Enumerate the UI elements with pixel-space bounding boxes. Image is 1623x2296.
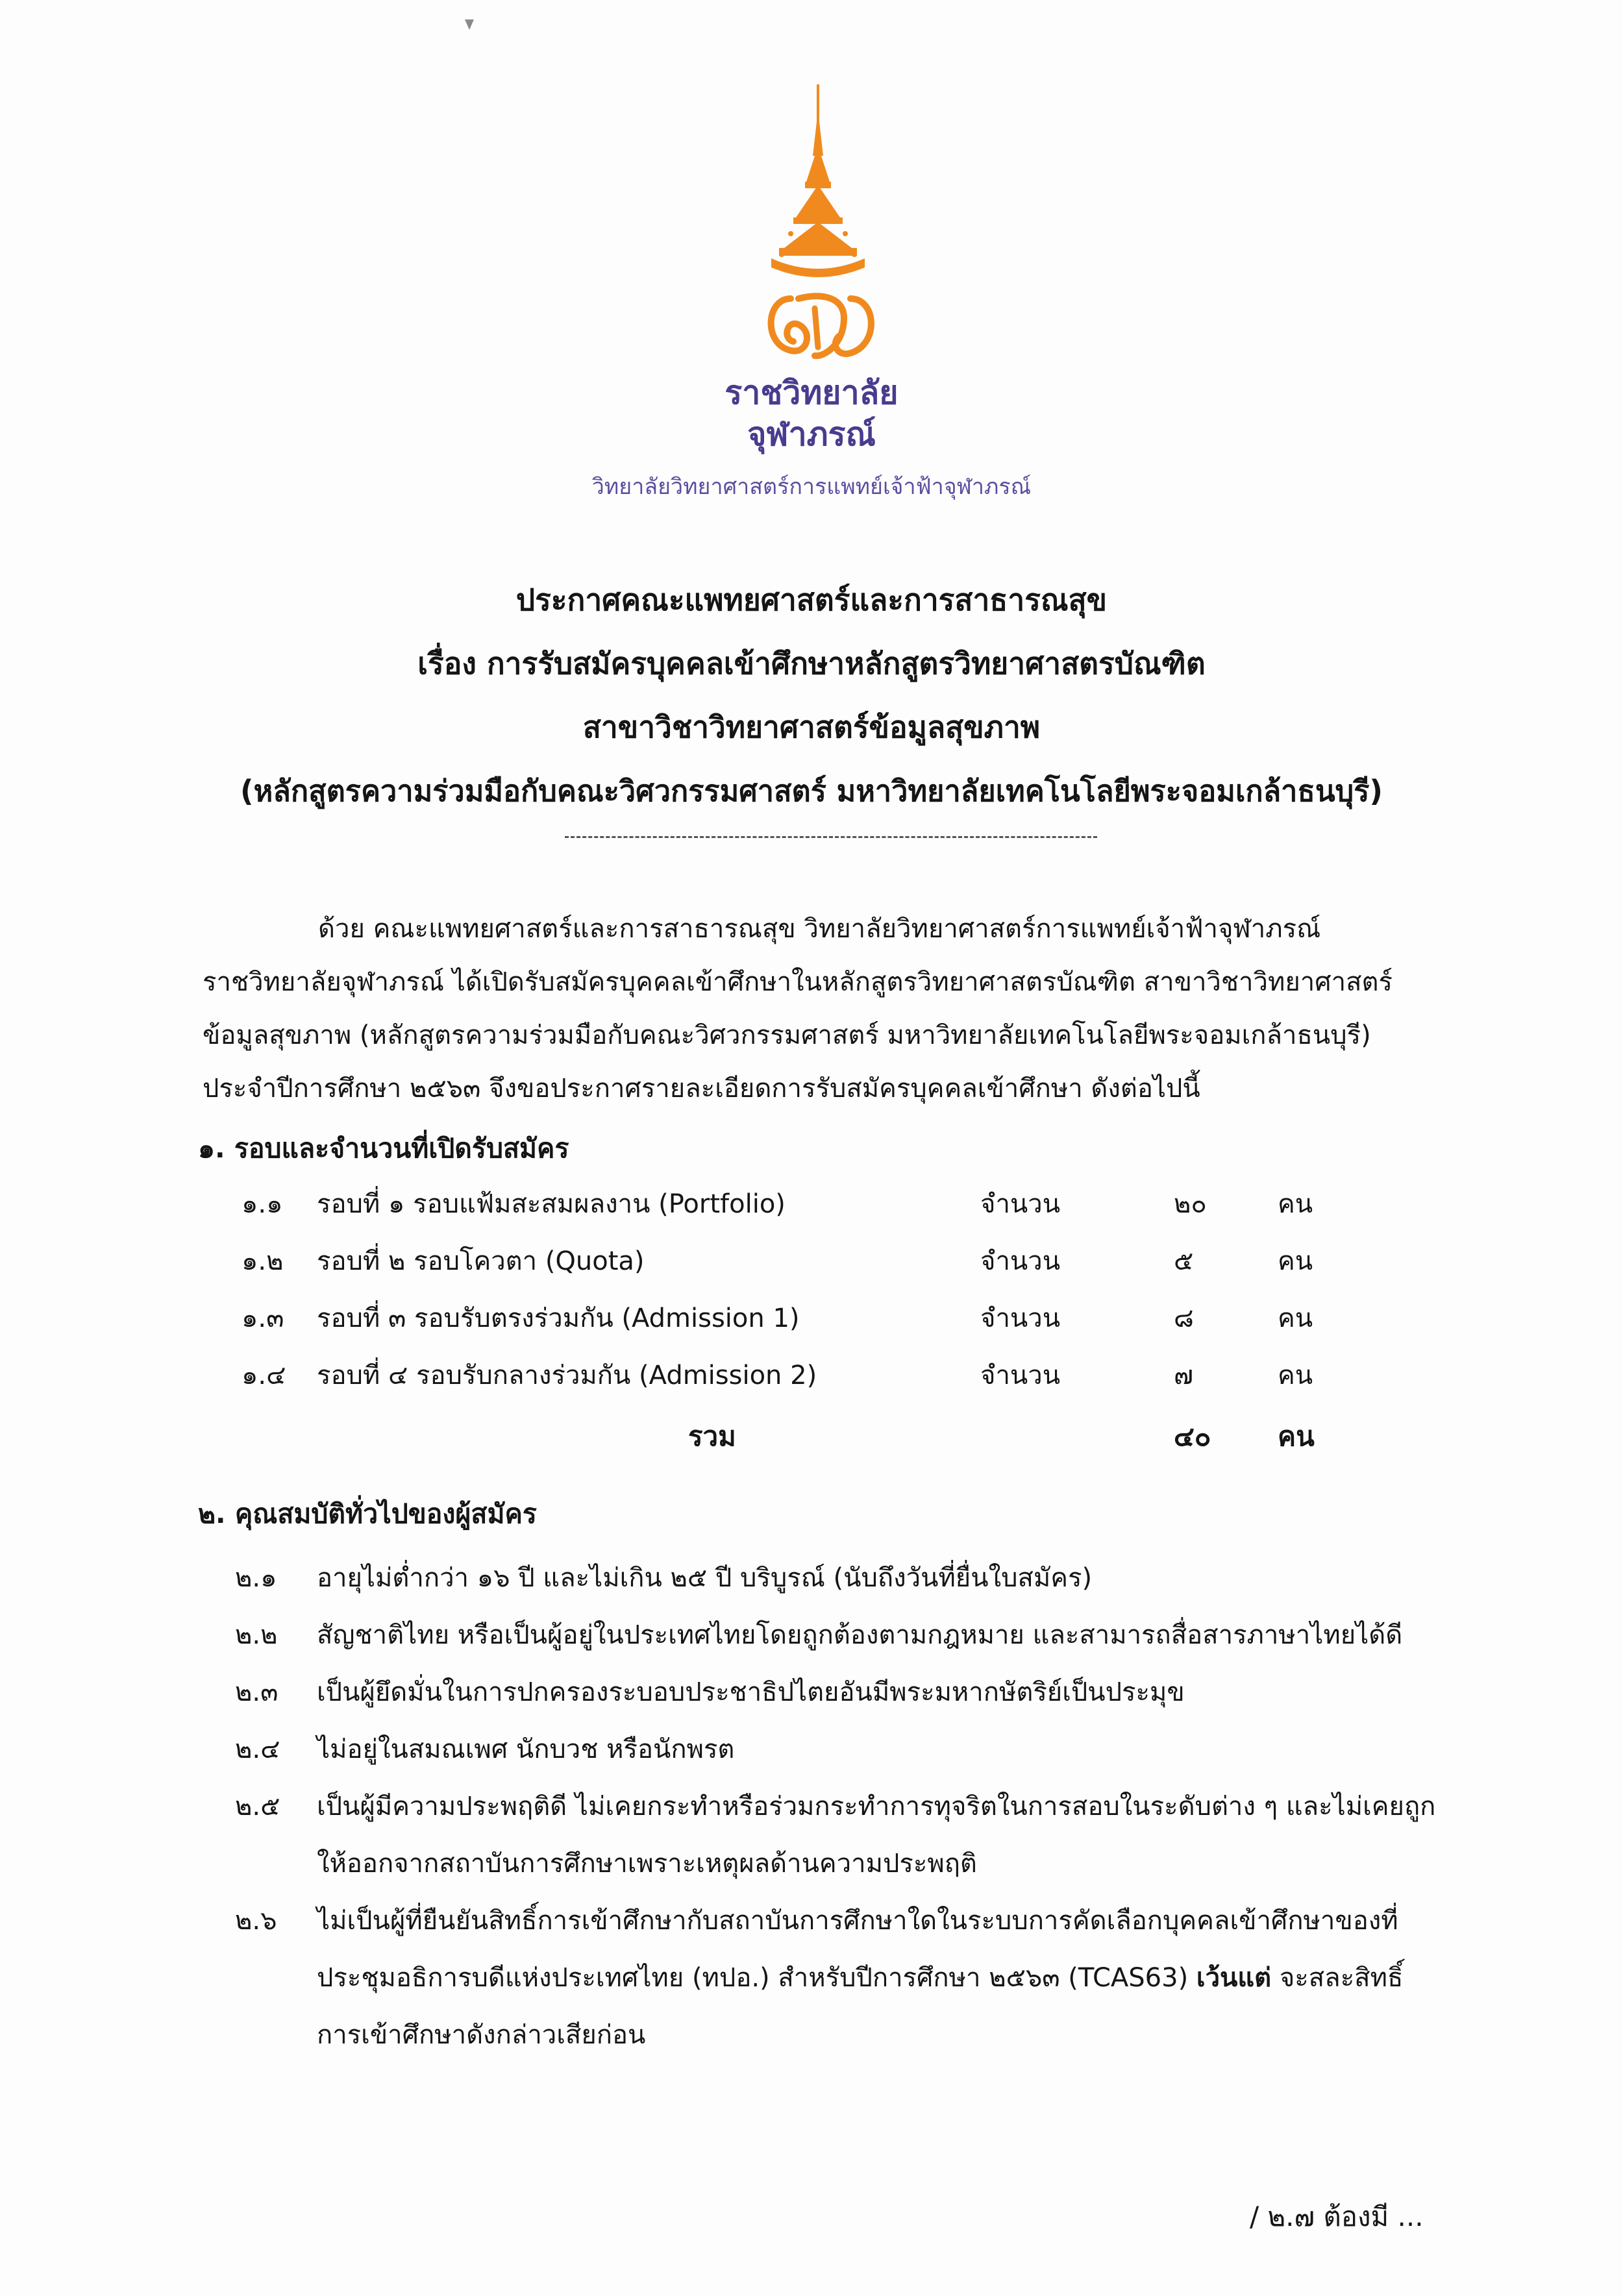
title-divider: [565, 836, 1097, 838]
org-name-line2: จุฬาภรณ์: [747, 415, 876, 453]
row-count: ๗: [1174, 1361, 1194, 1390]
scan-speck: [465, 19, 474, 30]
row-count: ๒๐: [1174, 1189, 1207, 1219]
announcement-collaboration: (หลักสูตรความร่วมมือกับคณะวิศวกรรมศาสตร์ มหาวิทยาลัยเทคโนโลยีพระจอมเกล้าธนบุรี): [240, 774, 1383, 808]
row-description: รอบที่ ๒ รอบโควตา (Quota): [317, 1246, 645, 1276]
row-unit-label: จำนวน: [980, 1246, 1061, 1276]
qualification-text: ไม่อยู่ในสมณเพศ นักบวช หรือนักพรต: [317, 1734, 735, 1764]
row-per-label: คน: [1278, 1303, 1313, 1333]
row-number: ๑.๓: [242, 1303, 284, 1333]
qualification-number: ๒.๑: [235, 1563, 277, 1593]
section2-heading: ๒. คุณสมบัติทั่วไปของผู้สมัคร: [198, 1498, 537, 1529]
qualification-text: เป็นผู้มีความประพฤติดี ไม่เคยกระทำหรือร่วมกระทำการทุจริตในการสอบในระดับต่าง ๆ และไม่เคยถูก: [317, 1792, 1436, 1821]
total-count: ๔๐: [1174, 1420, 1211, 1452]
qualification-text-segment: จะสละสิทธิ์: [1271, 1963, 1404, 1993]
qualification-text: สัญชาติไทย หรือเป็นผู้อยู่ในประเทศไทยโดยถูกต้องตามกฎหมาย และสามารถสื่อสารภาษาไทยได้ดี: [317, 1620, 1403, 1650]
chulabhorn-royal-emblem-icon: [753, 84, 883, 364]
row-per-label: คน: [1278, 1189, 1313, 1219]
qualification-number: ๒.๕: [235, 1792, 280, 1821]
row-description: รอบที่ ๓ รอบรับตรงร่วมกัน (Admission 1): [317, 1303, 800, 1333]
admission-round-row: [0, 1297, 1623, 1336]
intro-line: ด้วย คณะแพทยศาสตร์และการสาธารณสุข วิทยาลัยวิทยาศาสตร์การแพทย์เจ้าฟ้าจุฬาภรณ์: [318, 914, 1321, 944]
row-description: รอบที่ ๑ รอบแฟ้มสะสมผลงาน (Portfolio): [317, 1189, 786, 1219]
qualification-text-continued: การเข้าศึกษาดังกล่าวเสียก่อน: [317, 2020, 646, 2050]
row-count: ๕: [1174, 1246, 1194, 1276]
qualification-text: ไม่เป็นผู้ที่ยืนยันสิทธิ์การเข้าศึกษากับสถาบันการศึกษาใดในระบบการคัดเลือกบุคคลเข้าศึกษาของที่: [317, 1906, 1398, 1936]
qualification-text-continued: [317, 1957, 1403, 1998]
section1-heading: ๑. รอบและจำนวนที่เปิดรับสมัคร: [198, 1133, 569, 1164]
intro-line: ราชวิทยาลัยจุฬาภรณ์ ได้เปิดรับสมัครบุคคลเข้าศึกษาในหลักสูตรวิทยาศาสตรบัณฑิต สาขาวิชาวิทยาศาสตร์: [203, 967, 1393, 997]
announcement-title: ประกาศคณะแพทยศาสตร์และการสาธารณสุข: [515, 582, 1108, 617]
qualification-number: ๒.๖: [235, 1906, 277, 1936]
qualification-number: ๒.๔: [235, 1734, 280, 1764]
announcement-program: สาขาวิชาวิทยาศาสตร์ข้อมูลสุขภาพ: [582, 710, 1041, 745]
intro-line: ข้อมูลสุขภาพ (หลักสูตรความร่วมมือกับคณะวิศวกรรมศาสตร์ มหาวิทยาลัยเทคโนโลยีพระจอมเกล้าธนบุรี): [203, 1020, 1371, 1050]
row-description: รอบที่ ๔ รอบรับกลางร่วมกัน (Admission 2): [317, 1361, 817, 1390]
org-name-line1: ราชวิทยาลัย: [725, 374, 898, 412]
org-subtitle: วิทยาลัยวิทยาศาสตร์การแพทย์เจ้าฟ้าจุฬาภรณ์: [591, 474, 1032, 500]
row-unit-label: จำนวน: [980, 1361, 1061, 1390]
admission-round-row: [0, 1183, 1623, 1222]
row-per-label: คน: [1278, 1246, 1313, 1276]
qualification-text-segment: ประชุมอธิการบดีแห่งประเทศไทย (ทปอ.) สำหรับปีการศึกษา ๒๕๖๓ (TCAS63): [317, 1963, 1196, 1993]
exception-emphasis: เว้นแต่: [1196, 1963, 1272, 1993]
row-unit-label: จำนวน: [980, 1189, 1061, 1219]
qualification-text-continued: ให้ออกจากสถาบันการศึกษาเพราะเหตุผลด้านความประพฤติ: [317, 1849, 977, 1879]
row-unit-label: จำนวน: [980, 1303, 1061, 1333]
qualification-number: ๒.๓: [235, 1677, 279, 1707]
announcement-subject: เรื่อง การรับสมัครบุคคลเข้าศึกษาหลักสูตรวิทยาศาสตรบัณฑิต: [417, 646, 1206, 681]
total-per-label: คน: [1278, 1420, 1315, 1452]
qualification-text: เป็นผู้ยึดมั่นในการปกครองระบอบประชาธิปไตยอันมีพระมหากษัตริย์เป็นประมุข: [317, 1677, 1185, 1707]
qualification-number: ๒.๒: [235, 1620, 278, 1650]
row-per-label: คน: [1278, 1361, 1313, 1390]
row-number: ๑.๔: [242, 1361, 286, 1390]
row-count: ๘: [1174, 1303, 1194, 1333]
admission-round-row: [0, 1354, 1623, 1393]
total-label: รวม: [688, 1420, 736, 1452]
page-continuation-note: / ๒.๗ ต้องมี ...: [1250, 2201, 1424, 2232]
row-number: ๑.๑: [242, 1189, 283, 1219]
qualification-text: อายุไม่ต่ำกว่า ๑๖ ปี และไม่เกิน ๒๕ ปี บริบูรณ์ (นับถึงวันที่ยื่นใบสมัคร): [317, 1563, 1093, 1593]
row-number: ๑.๒: [242, 1246, 284, 1276]
intro-line: ประจำปีการศึกษา ๒๕๖๓ จึงขอประกาศรายละเอียดการรับสมัครบุคคลเข้าศึกษา ดังต่อไปนี้: [203, 1074, 1200, 1104]
admission-round-row: [0, 1240, 1623, 1279]
